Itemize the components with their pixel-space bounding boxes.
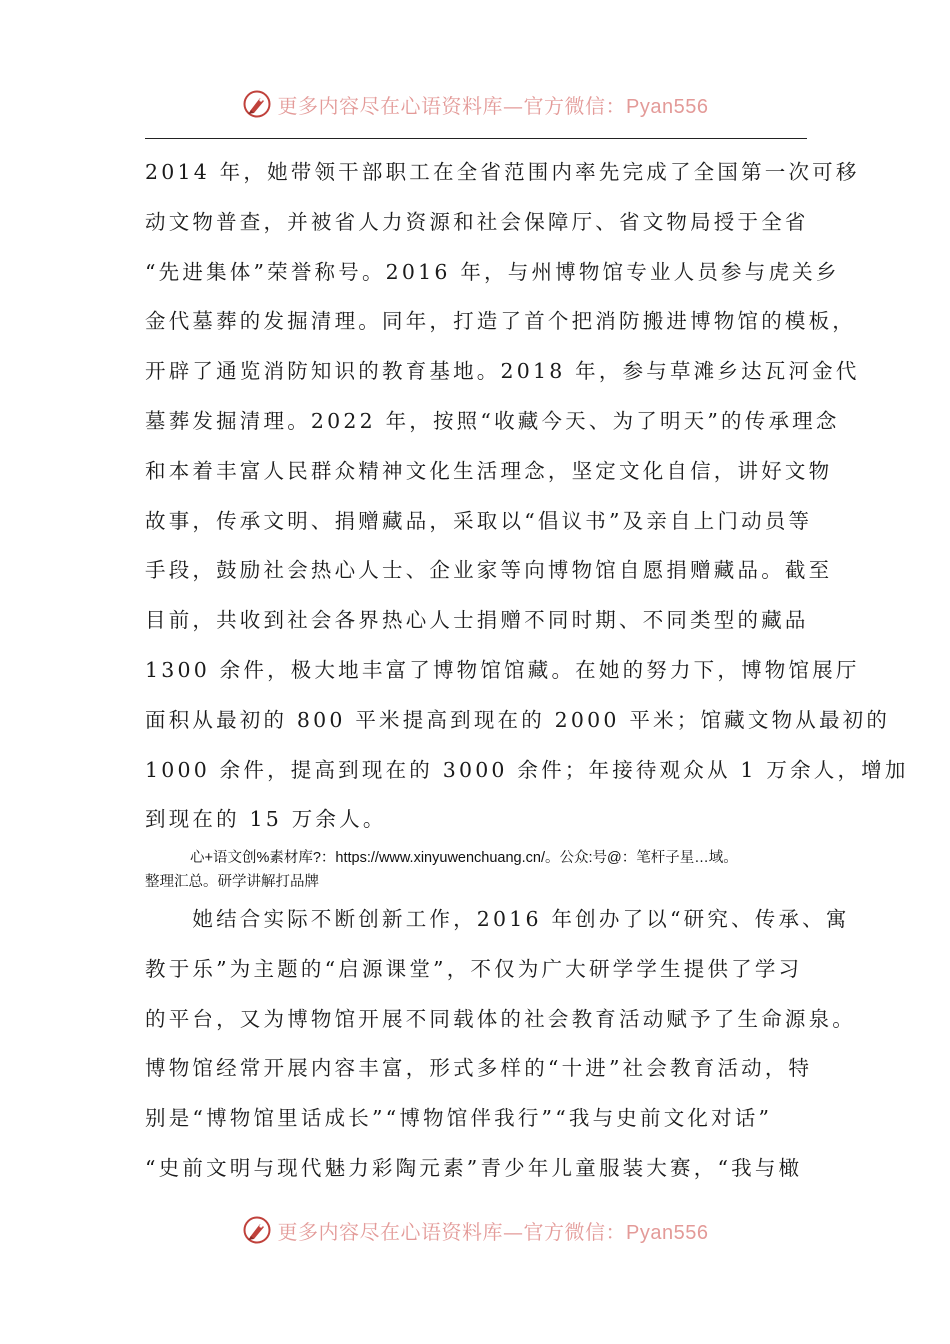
header-divider	[145, 138, 807, 139]
text-line: “史前文明与现代魅力彩陶元素”青少年儿童服装大赛，“我与橄	[145, 1155, 803, 1180]
note-line: 心+语文创%素材库?：https://www.xinyuwenchuang.cn/。公众:号@：笔杆子星…域。	[190, 850, 738, 866]
pen-nib-logo-icon	[242, 1215, 272, 1245]
wechat-id: Pyan556	[626, 1221, 709, 1244]
text-line: 目前，共收到社会各界热心人士捐赠不同时期、不同类型的藏品	[145, 608, 809, 633]
footer-banner-text: 更多内容尽在心语资料库—官方微信：Pyan556	[277, 1219, 709, 1244]
header-banner-text: 更多内容尽在心语资料库—官方微信：Pyan556	[277, 93, 709, 118]
header-banner	[0, 82, 950, 126]
text-line: 故事，传承文明、捐赠藏品，采取以“倡议书”及亲自上门动员等	[145, 508, 813, 533]
text-line: 教于乐”为主题的“启源课堂”，不仅为广大研学学生提供了学习	[145, 956, 803, 981]
text-line: 面积从最初的 800 平米提高到现在的 2000 平米；馆藏文物从最初的	[145, 707, 891, 732]
text-line: “先进集体”荣誉称号。2016 年，与州博物馆专业人员参与虎关乡	[145, 259, 840, 284]
body-paragraph-2	[145, 895, 856, 1194]
text-line: 1300 余件，极大地丰富了博物馆馆藏。在她的努力下，博物馆展厅	[145, 657, 860, 682]
text-line: 的平台，又为博物馆开展不同载体的社会教育活动赋予了生命源泉。	[145, 1006, 856, 1031]
footer-banner	[0, 1208, 950, 1252]
text-line: 博物馆经常开展内容丰富，形式多样的“十进”社会教育活动，特	[145, 1056, 813, 1081]
text-line: 和本着丰富人民群众精神文化生活理念，坚定文化自信，讲好文物	[145, 458, 833, 483]
text-line: 开辟了通览消防知识的教育基地。2018 年，参与草滩乡达瓦河金代	[145, 359, 860, 384]
body-paragraph-1	[145, 148, 909, 845]
text-line: 金代墓葬的发掘清理。同年，打造了首个把消防搬进博物馆的模板，	[145, 309, 856, 334]
text-line: 别是“博物馆里话成长”“博物馆伴我行”“我与史前文化对话”	[145, 1106, 773, 1131]
text-line: 动文物普查，并被省人力资源和社会保障厅、省文物局授于全省	[145, 209, 809, 234]
note-line: 整理汇总。研学讲解打品牌	[145, 874, 319, 890]
wechat-id: Pyan556	[626, 95, 709, 118]
text-line: 2014 年，她带领干部职工在全省范围内率先完成了全国第一次可移	[145, 160, 860, 184]
text-line: 1000 余件，提高到现在的 3000 余件；年接待观众从 1 万余人，增加	[145, 757, 909, 782]
inserted-note	[145, 846, 825, 894]
text-line: 到现在的 15 万余人。	[145, 807, 387, 832]
pen-nib-logo-icon	[242, 89, 272, 119]
text-line: 墓葬发掘清理。2022 年，按照“收藏今天、为了明天”的传承理念	[145, 408, 840, 433]
text-line: 手段，鼓励社会热心人士、企业家等向博物馆自愿捐赠藏品。截至	[145, 558, 833, 583]
text-line: 她结合实际不断创新工作，2016 年创办了以“研究、传承、寓	[145, 907, 850, 931]
